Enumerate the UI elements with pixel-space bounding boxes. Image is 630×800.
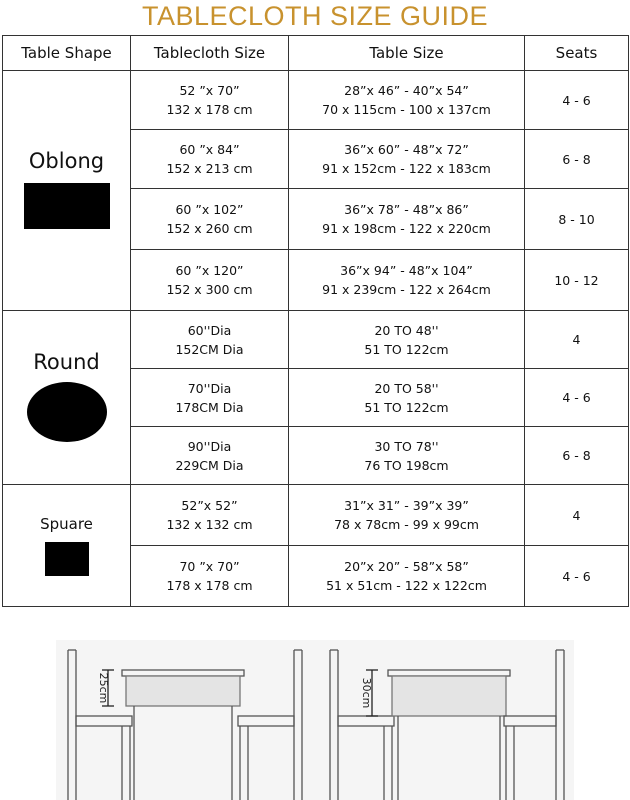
page-title: TABLECLOTH SIZE GUIDE [141, 1, 489, 31]
shape-cell-oblong [3, 71, 131, 311]
table-size-cell: 36”x 78” - 48”x 86” 91 x 198cm - 122 x 220cm [289, 189, 525, 250]
shape-cell-round [3, 311, 131, 485]
seats-cell: 4 - 6 [525, 71, 629, 130]
cloth-size-cell: 52 ”x 70” 132 x 178 cm [131, 71, 289, 130]
table-size-cell: 36”x 94” - 48”x 104” 91 x 239cm - 122 x 264cm [289, 250, 525, 311]
header-table-shape: Table Shape [3, 36, 131, 71]
shape-name: Spuare [40, 515, 93, 533]
table-size-cell: 31”x 31” - 39”x 39” 78 x 78cm - 99 x 99cm [289, 485, 525, 546]
rectangle-shape-icon [24, 183, 110, 229]
header-table-size: Table Size [289, 36, 525, 71]
seats-cell: 10 - 12 [525, 250, 629, 311]
table-size-cell: 20 TO 48'' 51 TO 122cm [289, 311, 525, 369]
cloth-size-cell: 90''Dia 229CM Dia [131, 427, 289, 485]
seats-cell: 4 [525, 311, 629, 369]
header-tablecloth-size: Tablecloth Size [131, 36, 289, 71]
cloth-size-cell: 70''Dia 178CM Dia [131, 369, 289, 427]
table-size-cell: 20 TO 58'' 51 TO 122cm [289, 369, 525, 427]
cloth-size-cell: 60''Dia 152CM Dia [131, 311, 289, 369]
seats-cell: 4 - 6 [525, 369, 629, 427]
square-shape-icon [45, 542, 89, 576]
header-seats: Seats [525, 36, 629, 71]
seats-cell: 4 - 6 [525, 546, 629, 607]
circle-shape-icon [27, 382, 107, 442]
cloth-size-cell: 60 ”x 120” 152 x 300 cm [131, 250, 289, 311]
table-row [3, 311, 629, 369]
seats-cell: 4 [525, 485, 629, 546]
drop-label-left: 25cm [97, 672, 110, 704]
size-guide-table [2, 35, 629, 607]
cloth-size-cell: 60 ”x 84” 152 x 213 cm [131, 130, 289, 189]
drop-label-right: 30cm [360, 677, 373, 709]
table-size-cell: 20”x 20” - 58”x 58” 51 x 51cm - 122 x 122cm [289, 546, 525, 607]
tablecloth-drop-left [126, 676, 240, 706]
seats-cell: 6 - 8 [525, 130, 629, 189]
table-size-cell: 28”x 46” - 40”x 54” 70 x 115cm - 100 x 137cm [289, 71, 525, 130]
cloth-size-cell: 70 ”x 70” 178 x 178 cm [131, 546, 289, 607]
table-size-cell: 30 TO 78'' 76 TO 198cm [289, 427, 525, 485]
cloth-size-cell: 52”x 52” 132 x 132 cm [131, 485, 289, 546]
tablecloth-drop-right [392, 676, 506, 716]
shape-name: Round [33, 350, 100, 374]
table-row [3, 71, 629, 130]
shape-name: Oblong [28, 149, 105, 173]
table-row [3, 485, 629, 546]
drop-length-diagram [0, 612, 630, 800]
header-row [3, 36, 629, 71]
table-size-cell: 36”x 60” - 48”x 72” 91 x 152cm - 122 x 183cm [289, 130, 525, 189]
seats-cell: 6 - 8 [525, 427, 629, 485]
shape-cell-square [3, 485, 131, 607]
cloth-size-cell: 60 ”x 102” 152 x 260 cm [131, 189, 289, 250]
seats-cell: 8 - 10 [525, 189, 629, 250]
